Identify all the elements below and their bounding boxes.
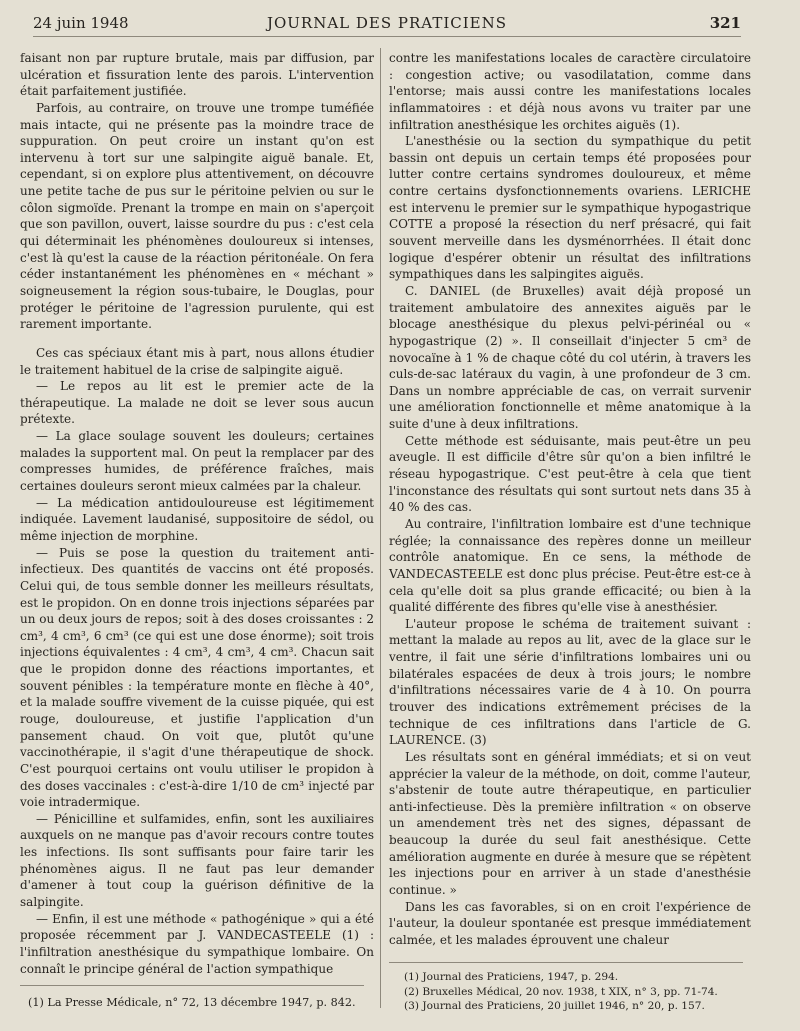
footnote: (1) La Presse Médicale, n° 72, 13 décembre 1947, p. 842. xyxy=(28,996,356,1009)
paragraph: Parfois, au contraire, on trouve une trompe tuméfiée mais intacte, qui ne présente pas la moindre trace de suppuration. On peut croire un instant qu'on est intervenu à tort sur une salpingite aiguë banale. Et, cependant, si on explore plus attentivement, on découvre une petite tache de pus sur le péritoine pelvien ou sur le côlon sigmoïde. Prenant la trompe en main on s'aperçoit que son pavillon, ouvert, laisse sourdre du pus : c'est cela qui déterminait les phénomènes douloureux si intenses, c'est là qu'est la cause de la réaction péritonéale. On fera céder instantanément les phénomènes en « méchant » soigneusement la région sous-tubaire, le Douglas, pour protéger le péritoine de l'agression purulente, qui est rarement importante. xyxy=(20,100,374,332)
column-divider xyxy=(380,48,381,1008)
paragraph: L'anesthésie ou la section du sympathique du petit bassin ont depuis un certain temps été proposées pour lutter contre certains syndromes douloureux, et même contre certains dysfonctionnements ovariens. LERICHE est intervenu le premier sur le sympathique hypogastrique COTTE a proposé la résection du nerf présacré, qui fait souvent merveille dans les dysménorrhées. Il était donc logique d'espérer obtenir un résultat des infiltrations sympathiques dans les salpingites aiguës. xyxy=(389,134,751,282)
paragraph: Les résultats sont en général immédiats; et si on veut apprécier la valeur de la méthode, on doit, comme l'auteur, s'abstenir de toute autre thérapeutique, en particulier anti-infectieuse. Dès la première infiltration « on observe un amendement très net des signes, dépassant de beaucoup la durée du seul fait anesthésique. Cette amélioration augmente en durée à mesure que se répètent les injections pour en arriver à un stade d'anesthésie continue. » xyxy=(389,749,751,898)
paragraph: L'auteur propose le schéma de traitement suivant : mettant la malade au repos au lit, avec de la glace sur le ventre, il fait une série d'infiltrations lombaires uni ou bilatérales espacées de deux à trois jours; le nombre d'infiltrations nécessaires varie de 4 à 10. On pourra trouver des indications extrêmement précises de la technique de ces infiltrations dans l'article de G. LAURENCE. (3) xyxy=(389,616,751,748)
paragraph: — Pénicilline et sulfamides, enfin, sont les auxiliaires auxquels on ne manque pas d'avoir recours contre toutes les infections. Ils sont suffisants pour faire tarir les phénomènes aigus. Il ne faut pas leur demander d'amener à tout coup la guérison définitive de la salpingite. xyxy=(20,811,374,910)
right-footnotes xyxy=(404,970,754,1014)
paragraph: — Puis se pose la question du traitement anti-infectieux. Des quantités de vaccins ont été proposés. Celui qui, de tous semble donner les meilleurs résultats, est le propidon. On en donne trois injections séparées par un ou deux jours de repos; soit à des doses croissantes : 2 cm³, 4 cm³, 6 cm³ (ce qui est une dose énorme); soit trois injections équivalentes : 4 cm³, 4 cm³, 4 cm³. Chacun sait que le propidon donne des réactions importantes, et souvent pénibles : la température monte en flèche à 40°, et la malade souffre vivement de la cuisse piquée, qui est rouge, douloureuse, et justifie l'application d'un pansement chaud. On voit que, plutôt qu'une vaccinothérapie, il s'agit d'une thérapeutique de shock. C'est pourquoi certains ont voulu utiliser le propidon à des doses vaccinales : c'est-à-dire 1/10 de cm³ injecté par voie intradermique. xyxy=(20,545,374,810)
page-header xyxy=(33,14,741,37)
left-column xyxy=(20,50,374,977)
paragraph: — Enfin, il est une méthode « pathogénique » qui a été proposée récemment par J. VANDECASTEELE (1) : l'infiltration anesthésique du sympathique lombaire. On connaît le principe général de l'action sympathique xyxy=(20,911,374,976)
footnote: (3) Journal des Praticiens, 20 juillet 1946, n° 20, p. 157. xyxy=(404,1000,705,1013)
issue-date: 24 juin 1948 xyxy=(33,14,129,32)
right-column xyxy=(389,50,751,949)
paragraph: C. DANIEL (de Bruxelles) avait déjà proposé un traitement ambulatoire des annexites aiguës par le blocage anesthésique du plexus pelvi-périnéal ou « hypogastrique (2) ». Il conseillait d'injecter 5 cm³ de novocaïne à 1 % de chaque côté du col utérin, à travers les culs-de-sac latéraux du vagin, à une profondeur de 3 cm. Dans un nombre appréciable de cas, on verrait survenir une amélioration fonctionnelle et même anatomique à la suite d'une à deux infiltrations. xyxy=(389,283,751,432)
paragraph: Ces cas spéciaux étant mis à part, nous allons étudier le traitement habituel de la crise de salpingite aiguë. xyxy=(20,345,374,377)
paragraph: — La glace soulage souvent les douleurs; certaines malades la supportent mal. On peut la remplacer par des compresses humides, de préférence fraîches, mais certaines douleurs seront mieux calmées par la chaleur. xyxy=(20,429,374,494)
page-number: 321 xyxy=(709,14,741,32)
footnote-rule xyxy=(20,985,364,986)
paragraph: — La médication antidouloureuse est légitimement indiquée. Lavement laudanisé, suppositoire de sédol, ou même injection de morphine. xyxy=(20,495,374,543)
paragraph: contre les manifestations locales de caractère circulatoire : congestion active; ou vasodilatation, comme dans l'entorse; mais aussi contre les manifestations locales inflammatoires : et déjà nous avons vu traiter par une infiltration anesthésique les orchites aiguës (1). xyxy=(389,51,751,132)
footnote: (2) Bruxelles Médical, 20 nov. 1938, t XIX, n° 3, pp. 71-74. xyxy=(404,985,718,998)
paragraph: Au contraire, l'infiltration lombaire est d'une technique réglée; la connaissance des repères donne un meilleur contrôle anatomique. En ce sens, la méthode de VANDECASTEELE est donc plus précise. Peut-être est-ce à cela qu'elle doit sa plus grande efficacité; ou bien à la qualité différente des fibres qu'elle vise à anesthésier. xyxy=(389,516,751,615)
paragraph: Cette méthode est séduisante, mais peut-être un peu aveugle. Il est difficile d'être sûr qu'on a bien infiltré le réseau hypogastrique. C'est peut-être à cela que tient l'inconstance des résultats qui sont surtout nets dans 35 à 40 % des cas. xyxy=(389,433,751,515)
paragraph: — Le repos au lit est le premier acte de la thérapeutique. La malade ne doit se lever sous aucun prétexte. xyxy=(20,379,374,427)
paragraph: faisant non par rupture brutale, mais par diffusion, par ulcération et fissuration lente des parois. L'intervention était parfaitement justifiée. xyxy=(20,51,374,99)
footnote: (1) Journal des Praticiens, 1947, p. 294. xyxy=(404,971,619,983)
footnote-rule xyxy=(389,962,743,963)
paragraph: Dans les cas favorables, si on en croit l'expérience de l'auteur, la douleur spontanée est presque immédiatement calmée, et les malades éprouvent une chaleur xyxy=(389,899,751,947)
left-footnote xyxy=(28,996,368,1010)
journal-title: JOURNAL DES PRATICIENS xyxy=(266,14,508,32)
